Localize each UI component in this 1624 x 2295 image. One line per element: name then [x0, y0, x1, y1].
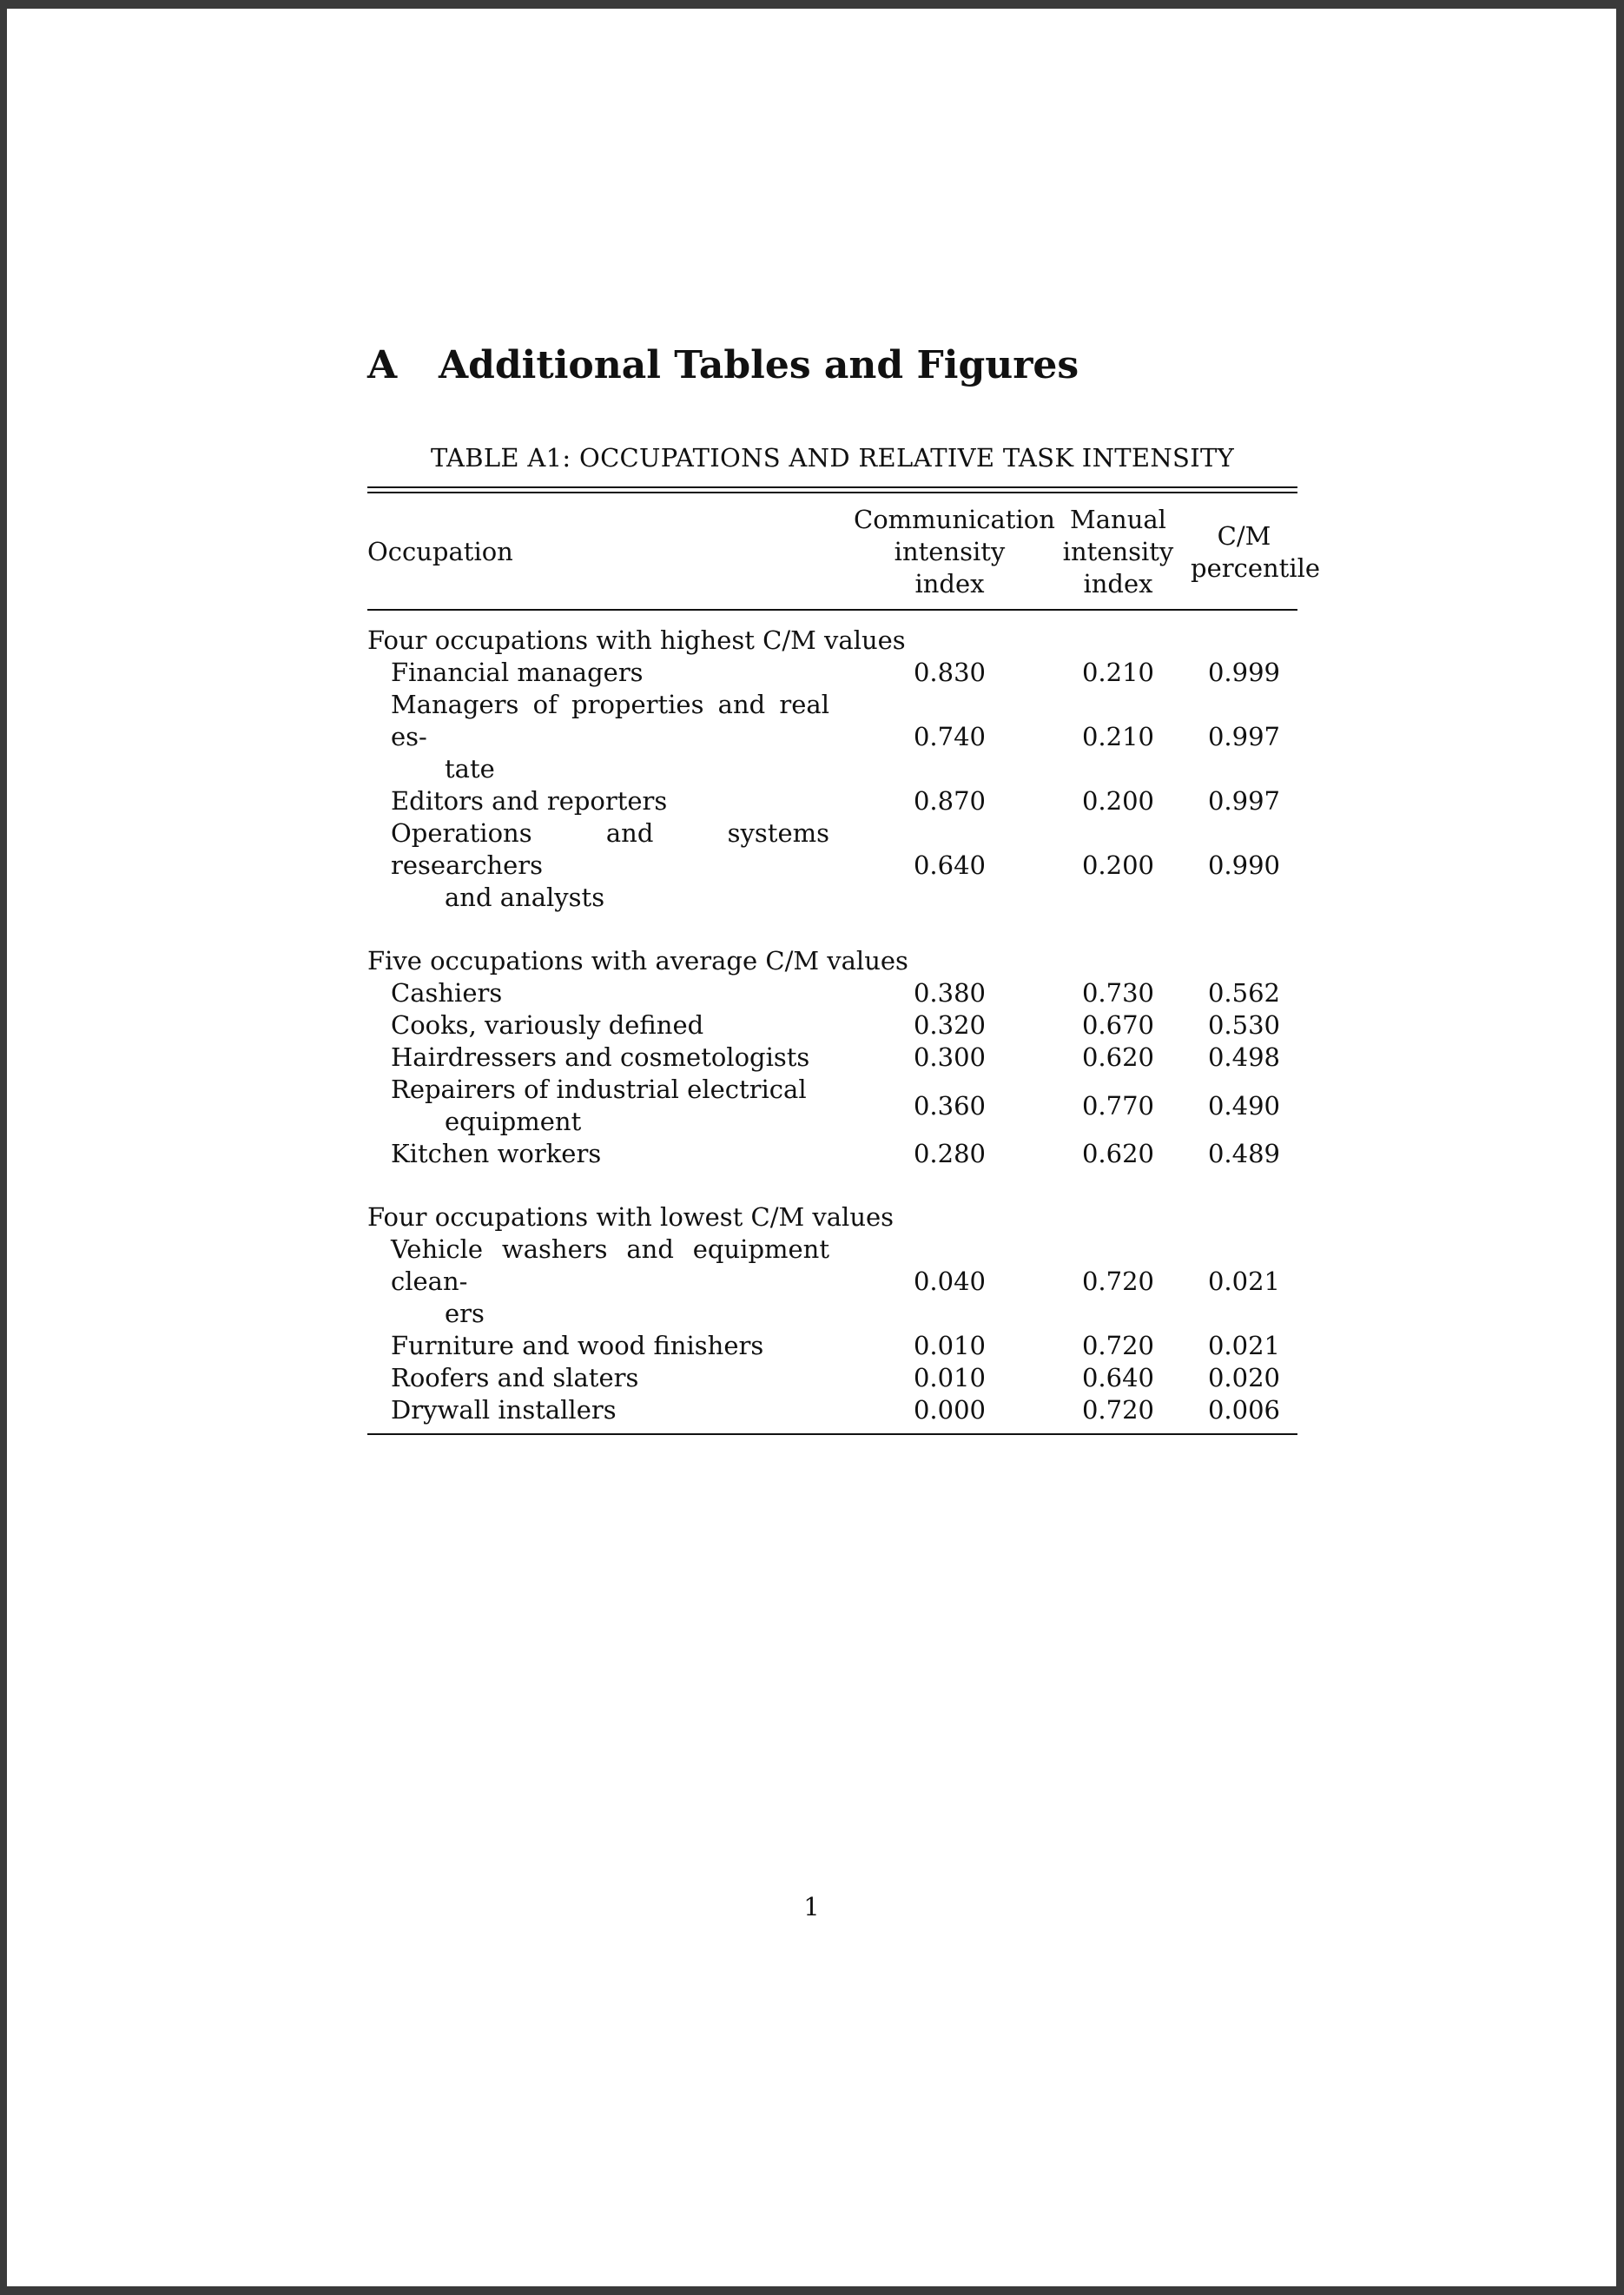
table-top-rule: [367, 486, 1297, 493]
manual-value: 0.670: [1081, 1010, 1155, 1040]
document-page: [7, 9, 1616, 2286]
occupation-cell: Repairers of industrial electrical equipment: [391, 1075, 807, 1136]
section-heading: [367, 343, 1079, 387]
table-body: [367, 611, 1297, 1426]
header-occupation: Occupation: [367, 537, 513, 566]
manual-value: 0.200: [1081, 786, 1155, 816]
occupation-cell: Cooks, variously defined: [391, 1010, 704, 1040]
communication-value: 0.280: [913, 1139, 987, 1168]
occupation-cell: Editors and reporters: [391, 786, 668, 816]
group-label: Four occupations with highest C/M values: [367, 625, 906, 655]
table-row: [367, 689, 1297, 785]
percentile-value: 0.997: [1207, 722, 1281, 751]
occupation-cell: Operations and systems researchers and analysts: [391, 818, 829, 912]
occupation-cell: Drywall installers: [391, 1395, 617, 1425]
table-row: [367, 1074, 1297, 1138]
occupation-cell: Cashiers: [391, 978, 503, 1008]
header-line: intensity: [894, 537, 1006, 566]
manual-value: 0.640: [1081, 1363, 1155, 1392]
header-line: Communication: [854, 505, 1055, 534]
percentile-value: 0.498: [1207, 1042, 1281, 1072]
manual-value: 0.210: [1081, 658, 1155, 687]
percentile-value: 0.990: [1207, 850, 1281, 880]
communication-value: 0.870: [913, 786, 987, 816]
header-line: C/M: [1217, 520, 1271, 551]
table-row: [367, 1394, 1297, 1426]
occupation-cell: Vehicle washers and equipment clean- ers: [391, 1234, 829, 1328]
header-percentile: [1191, 493, 1321, 609]
communication-value: 0.360: [913, 1090, 987, 1121]
table-bottom-rule: [367, 1433, 1297, 1435]
header-line: Manual: [1070, 505, 1166, 534]
table-row: [367, 1362, 1297, 1394]
manual-value: 0.620: [1081, 1139, 1155, 1168]
percentile-value: 0.530: [1207, 1010, 1281, 1040]
percentile-value: 0.999: [1207, 658, 1281, 687]
table-caption: TABLE A1: OCCUPATIONS AND RELATIVE TASK INTENSITY: [430, 443, 1235, 473]
occupation-table: [367, 486, 1321, 1435]
manual-value: 0.720: [1081, 1331, 1155, 1360]
percentile-value: 0.021: [1207, 1331, 1281, 1360]
table-row: [367, 1330, 1297, 1362]
communication-value: 0.040: [913, 1267, 987, 1296]
percentile-value: 0.490: [1207, 1090, 1281, 1121]
header-manual: [1046, 493, 1191, 609]
manual-value: 0.210: [1081, 722, 1155, 751]
communication-value: 0.830: [913, 658, 987, 687]
percentile-value: 0.021: [1207, 1267, 1281, 1296]
occupation-cell: Hairdressers and cosmetologists: [391, 1042, 810, 1072]
section-number: A: [367, 343, 398, 387]
manual-value: 0.620: [1081, 1042, 1155, 1072]
group-label: Five occupations with average C/M values: [367, 946, 908, 976]
header-line: intensity: [1062, 537, 1174, 566]
manual-value: 0.720: [1081, 1267, 1155, 1296]
header-line: index: [914, 569, 985, 599]
table-row: [367, 977, 1297, 1009]
communication-value: 0.380: [913, 978, 987, 1008]
occupation-cell: Roofers and slaters: [391, 1363, 639, 1392]
communication-value: 0.010: [913, 1363, 987, 1392]
percentile-value: 0.020: [1207, 1363, 1281, 1392]
manual-value: 0.200: [1081, 850, 1155, 880]
manual-value: 0.770: [1081, 1090, 1155, 1121]
table-row: [367, 817, 1297, 914]
table-row: [367, 1138, 1297, 1170]
occupation-cell: Kitchen workers: [391, 1139, 602, 1168]
table-row: [367, 657, 1297, 689]
group-label: Four occupations with lowest C/M values: [367, 1202, 895, 1232]
table-header: [367, 493, 1321, 611]
table-row: [367, 1042, 1297, 1074]
header-communication: [854, 493, 1055, 609]
communication-value: 0.300: [913, 1042, 987, 1072]
occupation-cell: Managers of properties and real es- tate: [391, 690, 829, 784]
percentile-value: 0.489: [1207, 1139, 1281, 1168]
occupation-cell: Furniture and wood finishers: [391, 1331, 764, 1360]
occupation-cell: Financial managers: [391, 658, 644, 687]
communication-value: 0.640: [913, 850, 987, 880]
communication-value: 0.000: [913, 1395, 987, 1425]
percentile-value: 0.997: [1207, 786, 1281, 816]
communication-value: 0.740: [913, 722, 987, 751]
header-line: percentile: [1191, 552, 1321, 583]
page-number: 1: [803, 1892, 820, 1921]
table-row: [367, 1233, 1297, 1330]
manual-value: 0.720: [1081, 1395, 1155, 1425]
communication-value: 0.320: [913, 1010, 987, 1040]
communication-value: 0.010: [913, 1331, 987, 1360]
percentile-value: 0.562: [1207, 978, 1281, 1008]
header-line: index: [1083, 569, 1153, 599]
percentile-value: 0.006: [1207, 1395, 1281, 1425]
table-row: [367, 785, 1297, 817]
section-title: Additional Tables and Figures: [439, 343, 1079, 387]
table-row: [367, 1009, 1297, 1042]
manual-value: 0.730: [1081, 978, 1155, 1008]
